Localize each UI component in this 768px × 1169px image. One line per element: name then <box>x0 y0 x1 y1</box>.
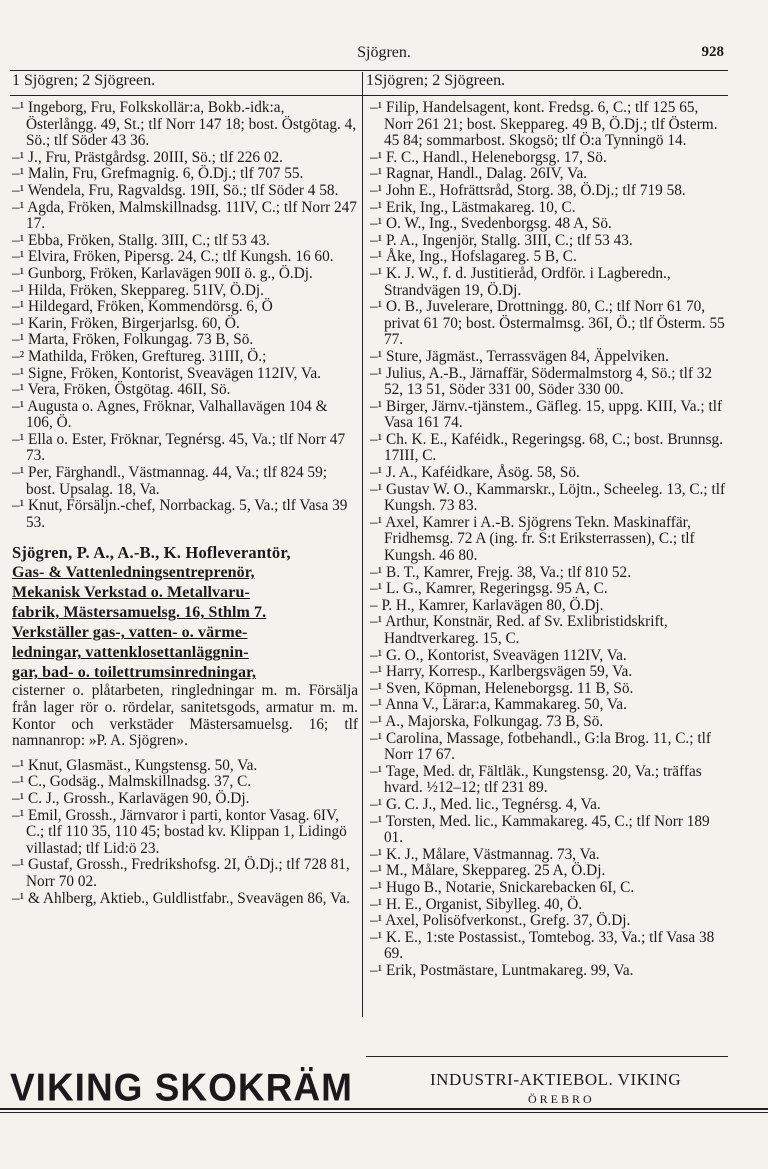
directory-entry: –¹ K. E., 1:ste Postassist., Tomtebog. 33, Va.; tlf Vasa 38 69. <box>370 928 715 963</box>
directory-entry: –¹ & Ahlberg, Aktieb., Guldlistfabr., Sveavägen 86, Va. <box>12 889 350 907</box>
viking-skokram-ad: VIKING SKOKRÄM <box>10 1065 353 1109</box>
directory-entry: –¹ H. E., Organist, Sibylleg. 40, Ö. <box>370 895 583 913</box>
directory-entry: –¹ A., Majorska, Folkungag. 73 B, Sö. <box>370 712 604 730</box>
directory-entry: –¹ Hugo B., Notarie, Snickarebacken 6I, C. <box>370 878 635 896</box>
sjogren-advert <box>12 543 358 749</box>
advert-line: Mekanisk Verkstad o. Metallvaru- <box>12 584 250 602</box>
directory-entry: –¹ C. J., Grossh., Karlavägen 90, Ö.Dj. <box>12 790 250 807</box>
directory-entry: –¹ Augusta o. Agnes, Fröknar, Valhallavägen 104 & 106, Ö. <box>12 397 328 432</box>
page-number: 928 <box>701 44 724 60</box>
directory-entry: –¹ Signe, Fröken, Kontorist, Sveavägen 112IV, Va. <box>12 364 321 382</box>
directory-entry: –¹ Torsten, Med. lic., Kammakareg. 45, C.; tlf Norr 189 01. <box>370 812 710 847</box>
top-rule <box>10 70 728 71</box>
column-heads <box>10 72 728 94</box>
directory-entry: –¹ Carolina, Massage, fotbehandl., G:la Brog. 11, C.; tlf Norr 17 67. <box>370 729 711 764</box>
footer-rule <box>366 1056 728 1057</box>
right-entry-list <box>370 100 726 979</box>
directory-entry: –¹ J., Fru, Prästgårdsg. 20III, Sö.; tlf 226 02. <box>12 148 283 166</box>
directory-entry: –¹ Marta, Fröken, Folkungag. 73 B, Sö. <box>12 331 254 349</box>
directory-entry: –¹ P. A., Ingenjör, Stallg. 3III, C.; tlf 53 43. <box>370 231 633 249</box>
directory-entry: –¹ G. C. J., Med. lic., Tegnérsg. 4, Va. <box>370 795 601 813</box>
directory-entry: –¹ K. J. W., f. d. Justitieråd, Ordför. i Lagberedn., Strandvägen 19, Ö.Dj. <box>370 264 671 299</box>
directory-entry: –¹ Hilda, Fröken, Skeppareg. 51IV, Ö.Dj. <box>12 281 264 299</box>
directory-entry: –¹ O. B., Juvelerare, Drottningg. 80, C.; tlf Norr 61 70, privat 61 70; bost. Östermalmsg. 36I, Ö.; tlf Österm. 55 77. <box>370 298 725 349</box>
directory-entry: –¹ Ebba, Fröken, Stallg. 3III, C.; tlf 53 43. <box>12 231 270 249</box>
directory-entry: –¹ Sven, Köpman, Heleneborgsg. 11 B, Sö. <box>370 679 634 697</box>
footer-underline-thin <box>0 1112 768 1113</box>
advert-title: Sjögren, P. A., A.-B., K. Hofleverantör, <box>12 543 291 563</box>
directory-entry: –¹ F. C., Handl., Heleneborgsg. 17, Sö. <box>370 148 607 166</box>
directory-entry: –¹ M., Målare, Skeppareg. 25 A, Ö.Dj. <box>370 862 606 880</box>
directory-entry: –¹ Elvira, Fröken, Pipersg. 24, C.; tlf Kungsh. 16 60. <box>12 248 334 266</box>
directory-entry: –¹ Sture, Jägmäst., Terrassvägen 84, Äppelviken. <box>370 347 669 365</box>
directory-entry: –¹ Ella o. Ester, Fröknar, Tegnérsg. 45, Va.; tlf Norr 47 73. <box>12 430 346 465</box>
advert-text: cisterner o. plåtarbeten, ringledningar m. m. Försälja från lager rör o. rördelar, sanitetsgods, armatur m. m. Kontor och verkstäder Mästersamuelsg. 16; tlf namnanrop: »P. A. Sjögren». <box>12 682 358 750</box>
directory-entry: –¹ Ingeborg, Fru, Folkskollär:a, Bokb.-idk:a, Österlångg. 49, St.; tlf Norr 147 18; bost. Östgötag. 4, Sö.; tlf Söder 43 36. <box>12 99 357 150</box>
directory-entry: –¹ Vera, Fröken, Östgötag. 46II, Sö. <box>12 381 231 399</box>
directory-entry: –¹ Erik, Postmästare, Luntmakareg. 99, Va. <box>370 961 634 979</box>
directory-entry: –¹ Ch. K. E., Kaféidk., Regeringsg. 68, C.; bost. Brunnsg. 17III, C. <box>370 430 723 465</box>
advert-line: Verkställer gas-, vatten- o. värme- <box>12 624 248 642</box>
directory-entry: –¹ Julius, A.-B., Järnaffär, Södermalmstorg 4, Sö.; tlf 32 52, 13 51, Söder 331 00, Söder 330 00. <box>370 364 713 399</box>
right-column-head: 1Sjögren; 2 Sjögreen. <box>366 72 506 89</box>
directory-entry: –¹ Erik, Ing., Lästmakareg. 10, C. <box>370 198 576 216</box>
directory-entry: –¹ Malin, Fru, Grefmagnig. 6, Ö.Dj.; tlf 707 55. <box>12 165 304 183</box>
advert-line: gar, bad- o. toilettrumsinredningar, <box>12 664 256 682</box>
directory-entry: –¹ Knut, Försäljn.-chef, Norrbackag. 5, Va.; tlf Vasa 39 53. <box>12 497 348 531</box>
running-head: Sjögren. <box>357 44 411 61</box>
directory-entry: –¹ Ragnar, Handl., Dalag. 26IV, Va. <box>370 165 588 183</box>
directory-entry: –¹ G. O., Kontorist, Sveavägen 112IV, Va. <box>370 646 627 664</box>
directory-entry: –¹ Harry, Korresp., Karlbergsvägen 59, Va. <box>370 663 633 681</box>
left-column <box>12 100 358 907</box>
advert-line: ledningar, vattenklosettanläggnin- <box>12 644 249 662</box>
directory-entry: –¹ Åke, Ing., Hofslagareg. 5 B, C. <box>370 248 577 266</box>
directory-entry: –¹ Hildegard, Fröken, Kommendörsg. 6, Ö <box>12 298 273 316</box>
directory-entry: –² Mathilda, Fröken, Greftureg. 31III, Ö.; <box>12 347 267 365</box>
left-column-head: 1 Sjögren; 2 Sjögreen. <box>12 72 156 89</box>
left-entry-list-after <box>12 758 358 907</box>
directory-entry: – P. H., Kamrer, Karlavägen 80, Ö.Dj. <box>370 596 604 614</box>
directory-entry: –¹ L. G., Kamrer, Regeringsg. 95 A, C. <box>370 580 608 598</box>
advert-lines <box>12 563 358 683</box>
directory-entry: –¹ Emil, Grossh., Järnvaror i parti, kontor Vasag. 6IV, C.; tlf 110 35, 110 45; bostad kv. Klippan 1, Lidingö villastad; tlf Lid:ö 23. <box>12 806 347 857</box>
directory-entry: –¹ Axel, Polisöfverkonst., Grefg. 37, Ö.Dj. <box>370 912 631 930</box>
advert-line: Gas- & Vattenledningsentreprenör, <box>12 564 255 582</box>
head-rule <box>10 95 728 96</box>
directory-entry: –¹ Anna V., Lärar:a, Kammakareg. 50, Va. <box>370 696 627 714</box>
page-header <box>0 44 768 66</box>
directory-entry: –¹ John E., Hofrättsråd, Storg. 38, Ö.Dj.; tlf 719 58. <box>370 181 686 199</box>
directory-entry: –¹ Karin, Fröken, Birgerjarlsg. 60, Ö. <box>12 314 240 332</box>
directory-entry: –¹ O. W., Ing., Svedenborgsg. 48 A, Sö. <box>370 215 612 233</box>
directory-entry: –¹ Gunborg, Fröken, Karlavägen 90II ö. g., Ö.Dj. <box>12 264 313 282</box>
footer-underline <box>0 1108 768 1110</box>
directory-entry: –¹ Per, Färghandl., Västmannag. 44, Va.; tlf 824 59; bost. Upsalag. 18, Va. <box>12 464 327 498</box>
left-entry-list <box>12 100 358 531</box>
directory-entry: –¹ B. T., Kamrer, Frejg. 38, Va.; tlf 810 52. <box>370 563 632 581</box>
directory-entry: –¹ Arthur, Konstnär, Red. af Sv. Exlibristidskrift, Handtverkareg. 15, C. <box>370 613 668 647</box>
directory-entry: –¹ Gustav W. O., Kammarskr., Löjtn., Scheeleg. 13, C.; tlf Kungsh. 73 83. <box>370 480 726 515</box>
viking-company-line: INDUSTRI-AKTIEBOL. VIKING <box>430 1070 682 1089</box>
directory-entry: –¹ Gustaf, Grossh., Fredrikshofsg. 2I, Ö.Dj.; tlf 728 81, Norr 70 02. <box>12 856 350 890</box>
column-divider <box>362 72 363 1017</box>
directory-entry: –¹ Agda, Fröken, Malmskillnadsg. 11IV, C.; tlf Norr 247 17. <box>12 198 357 233</box>
directory-entry: –¹ Birger, Järnv.-tjänstem., Gäfleg. 15, uppg. KIII, Va.; tlf Vasa 161 74. <box>370 397 723 432</box>
viking-city-line: ÖREBRO <box>528 1092 595 1106</box>
directory-entry: –¹ Wendela, Fru, Ragvaldsg. 19II, Sö.; tlf Söder 4 58. <box>12 181 339 199</box>
directory-entry: –¹ K. J., Målare, Västmannag. 73, Va. <box>370 845 600 863</box>
directory-entry: –¹ Tage, Med. dr, Fältläk., Kungstensg. 20, Va.; träffas hvard. ½12–12; tlf 231 89. <box>370 762 702 797</box>
advert-line: fabrik, Mästersamuelsg. 16, Sthlm 7. <box>12 604 267 622</box>
directory-entry: –¹ Axel, Kamrer i A.-B. Sjögrens Tekn. Maskinaffär, Fridhemsg. 72 A (ing. fr. S:t Eriksterrassen), C.; tlf Kungsh. 46 80. <box>370 513 695 565</box>
directory-entry: –¹ C., Godsäg., Malmskillnadsg. 37, C. <box>12 773 252 791</box>
directory-entry: –¹ J. A., Kaféidkare, Åsög. 58, Sö. <box>370 464 580 482</box>
directory-entry: –¹ Filip, Handelsagent, kont. Fredsg. 6, C.; tlf 125 65, Norr 261 21; bost. Skeppareg. 49 B, Ö.Dj.; tlf Österm. 45 84; sommarbost. Skogsö; tlf Ö:a Tynningö 14. <box>370 99 718 150</box>
directory-entry: –¹ Knut, Glasmäst., Kungstensg. 50, Va. <box>12 756 258 774</box>
right-column <box>370 100 726 979</box>
